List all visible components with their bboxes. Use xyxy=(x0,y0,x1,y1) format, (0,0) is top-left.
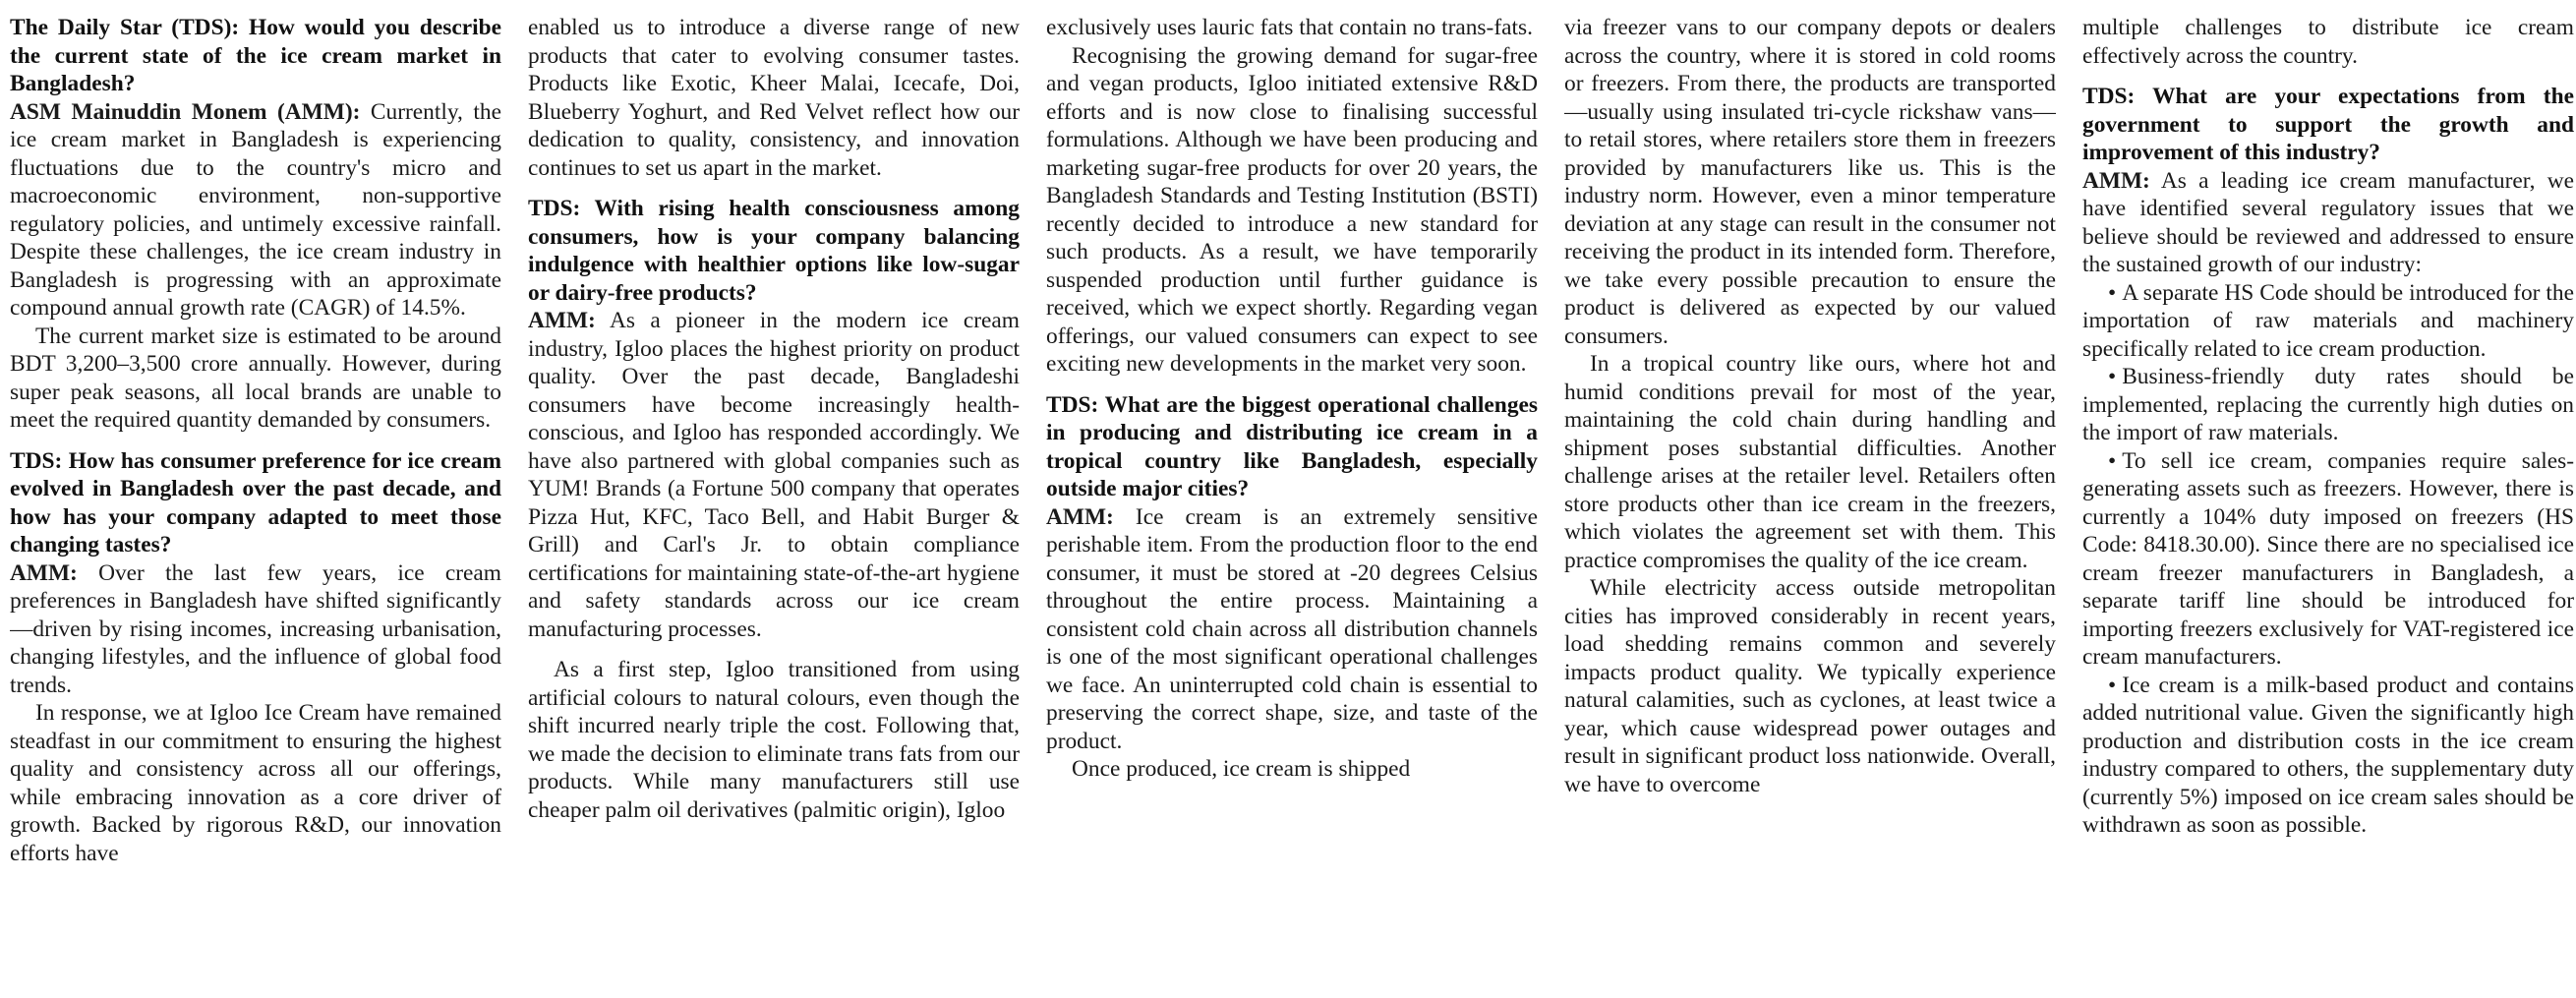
speaker-label: AMM: xyxy=(10,559,78,586)
question-heading: TDS: How has consumer preference for ice cream evolved in Bangladesh over the past decade, and how has your company adapted to meet those changing tastes? xyxy=(10,447,501,558)
speaker-label: AMM: xyxy=(1046,503,1114,530)
question-heading: The Daily Star (TDS): How would you describe the current state of the ice cream market in Bangladesh? xyxy=(10,15,501,96)
bullet-item xyxy=(2082,363,2574,447)
bullet-item xyxy=(2082,279,2574,364)
body-paragraph: While electricity access outside metropolitan cities has improved considerably in recent years, load shedding remains common and severely impacts product quality. We typically experience natural calamities, such as cyclones, at least twice a year, which cause widespread power outages and result in significant product loss nationwide. Overall, we have to overcome xyxy=(1564,575,2056,797)
body-paragraph: As a first step, Igloo transitioned from using artificial colours to natural colours, even though the shift incurred nearly triple the cost. Following that, we made the decision to eliminate trans fats from our products. While many manufacturers still use cheaper palm oil derivatives (palmitic origin), Igloo xyxy=(528,657,1020,823)
body-paragraph: Once produced, ice cream is shipped xyxy=(1072,756,1411,782)
answer-paragraph xyxy=(2082,167,2574,279)
answer-text: As a leading ice cream manufacturer, we have identified several regulatory issues that we believe should be reviewed and addressed to ensure the sustained growth of our industry: xyxy=(2082,167,2574,277)
body-paragraph: The current market size is estimated to be around BDT 3,200–3,500 crore annually. However, during super peak seasons, all local brands are unable to meet the required quantity demanded by consumers. xyxy=(10,323,501,433)
speaker-label: ASM Mainuddin Monem (AMM): xyxy=(10,98,361,125)
article-column-1 xyxy=(10,14,501,997)
article-column-4 xyxy=(1564,14,2056,997)
question-heading: TDS: What are the biggest operational challenges in producing and distributing ice cream in a tropical country like Bangladesh, especially outside major cities? xyxy=(1046,391,1538,501)
bullet-item xyxy=(2082,672,2574,840)
bullet-text: Business-friendly duty rates should be implemented, replacing the currently high duties on the import of raw materials. xyxy=(2082,364,2574,445)
article-column-3 xyxy=(1046,14,1538,997)
bullet-icon: • xyxy=(2108,364,2117,389)
answer-text: Ice cream is an extremely sensitive perishable item. From the production floor to the end consumer, it must be stored at -20 degrees Celsius throughout the entire process. Maintaining a consistent cold chain across all distribution channels is one of the most significant operational challenges we face. An uninterrupted cold chain is essential to preserving the correct shape, size, and taste of the product. xyxy=(1046,503,1538,754)
body-paragraph: In response, we at Igloo Ice Cream have remained steadfast in our commitment to ensuring the highest quality and consistency across all our offerings, while embracing innovation as a core driver of growth. Backed by rigorous R&D, our innovation efforts have xyxy=(10,700,501,866)
body-paragraph: In a tropical country like ours, where hot and humid conditions prevail for most of the year, maintaining the cold chain during handling and shipment poses substantial difficulties. Another challenge arises at the retailer level. Retailers often store products other than ice cream in the freezers, which violates the agreement set with them. This practice compromises the quality of the ice cream. xyxy=(1564,351,2056,573)
answer-text: Over the last few years, ice cream preferences in Bangladesh have shifted significantly—driven by rising incomes, increasing urbanisation, changing lifestyles, and the influence of global food trends. xyxy=(10,559,501,698)
body-paragraph: multiple challenges to distribute ice cream effectively across the country. xyxy=(2082,15,2574,69)
question-heading: TDS: What are your expectations from the government to support the growth and improvement of this industry? xyxy=(2082,84,2574,165)
speaker-label: AMM: xyxy=(2082,167,2150,194)
bullet-text: Ice cream is a milk-based product and contains added nutritional value. Given the significantly high production and distribution costs in the ice cream industry compared to others, the supplementary duty (currently 5%) imposed on ice cream sales should be withdrawn as soon as possible. xyxy=(2082,672,2574,838)
question-heading: TDS: With rising health consciousness among consumers, how is your company balancing indulgence with healthier options like low-sugar or dairy-free products? xyxy=(528,196,1020,306)
bullet-text: A separate HS Code should be introduced for the importation of raw materials and machinery specifically related to ice cream production. xyxy=(2082,279,2574,362)
bullet-icon: • xyxy=(2108,279,2117,306)
bullet-item xyxy=(2082,447,2574,672)
article-column-5 xyxy=(2082,14,2574,997)
body-paragraph: exclusively uses lauric fats that contain no trans-fats. xyxy=(1046,15,1533,40)
answer-paragraph xyxy=(1046,503,1538,756)
bullet-text: To sell ice cream, companies require sales-generating assets such as freezers. However, there is currently a 104% duty imposed on freezers (HS Code: 8418.30.00). Since there are no specialised ice cream freezer manufacturers in Bangladesh, a separate tariff line should be introduced for importing freezers exclusively for VAT-registered ice cream manufacturers. xyxy=(2082,447,2574,670)
answer-paragraph xyxy=(10,559,501,700)
speaker-label: AMM: xyxy=(528,308,596,333)
answer-paragraph xyxy=(10,98,501,323)
body-paragraph: via freezer vans to our company depots or dealers across the country, where it is stored in cold rooms or freezers. From there, the products are transported—usually using insulated tri-cycle rickshaw vans—to retail stores, where retailers store them in freezers provided by manufacturers like us. This is the industry norm. However, even a minor temperature deviation at any stage can result in the consumer not receiving the product in its intended form. Therefore, we take every possible precaution to ensure the product is delivered as expected by our valued consumers. xyxy=(1564,15,2056,349)
bullet-icon: • xyxy=(2108,447,2117,474)
answer-text: Currently, the ice cream market in Bangladesh is experiencing fluctuations due to the country's micro and macroeconomic environment, non-supportive regulatory policies, and untimely excessive rainfall. Despite these challenges, the ice cream industry in Bangladesh is progressing with an approximate compound annual growth rate (CAGR) of 14.5%. xyxy=(10,98,501,321)
answer-text: As a pioneer in the modern ice cream industry, Igloo places the highest priority on product quality. Over the past decade, Bangladeshi consumers have become increasingly health-conscious, and Igloo has responded accordingly. We have also partnered with global companies such as YUM! Brands (a Fortune 500 company that operates Pizza Hut, KFC, Taco Bell, and Habit Burger & Grill) and Carl's Jr. to obtain compliance certifications for maintaining state-of-the-art hygiene and safety standards across our ice cream manufacturing processes. xyxy=(528,308,1020,642)
answer-paragraph xyxy=(528,307,1020,643)
body-paragraph: enabled us to introduce a diverse range of new products that cater to evolving consumer tastes. Products like Exotic, Kheer Malai, Icecafe, Doi, Blueberry Yoghurt, and Red Velvet reflect how our dedication to quality, consistency, and innovation continues to set us apart in the market. xyxy=(528,15,1020,181)
bullet-icon: • xyxy=(2108,672,2117,698)
body-paragraph: Recognising the growing demand for sugar-free and vegan products, Igloo initiated extensive R&D efforts and is now close to finalising successful formulations. Although we have been producing and marketing sugar-free products for over 20 years, the Bangladesh Standards and Testing Institution (BSTI) recently decided to introduce a new standard for such products. As a result, we have temporarily suspended production until further guidance is received, which we expect shortly. Regarding vegan offerings, our valued consumers can expect to see exciting new developments in the market very soon. xyxy=(1046,42,1538,377)
article-column-2 xyxy=(528,14,1020,997)
